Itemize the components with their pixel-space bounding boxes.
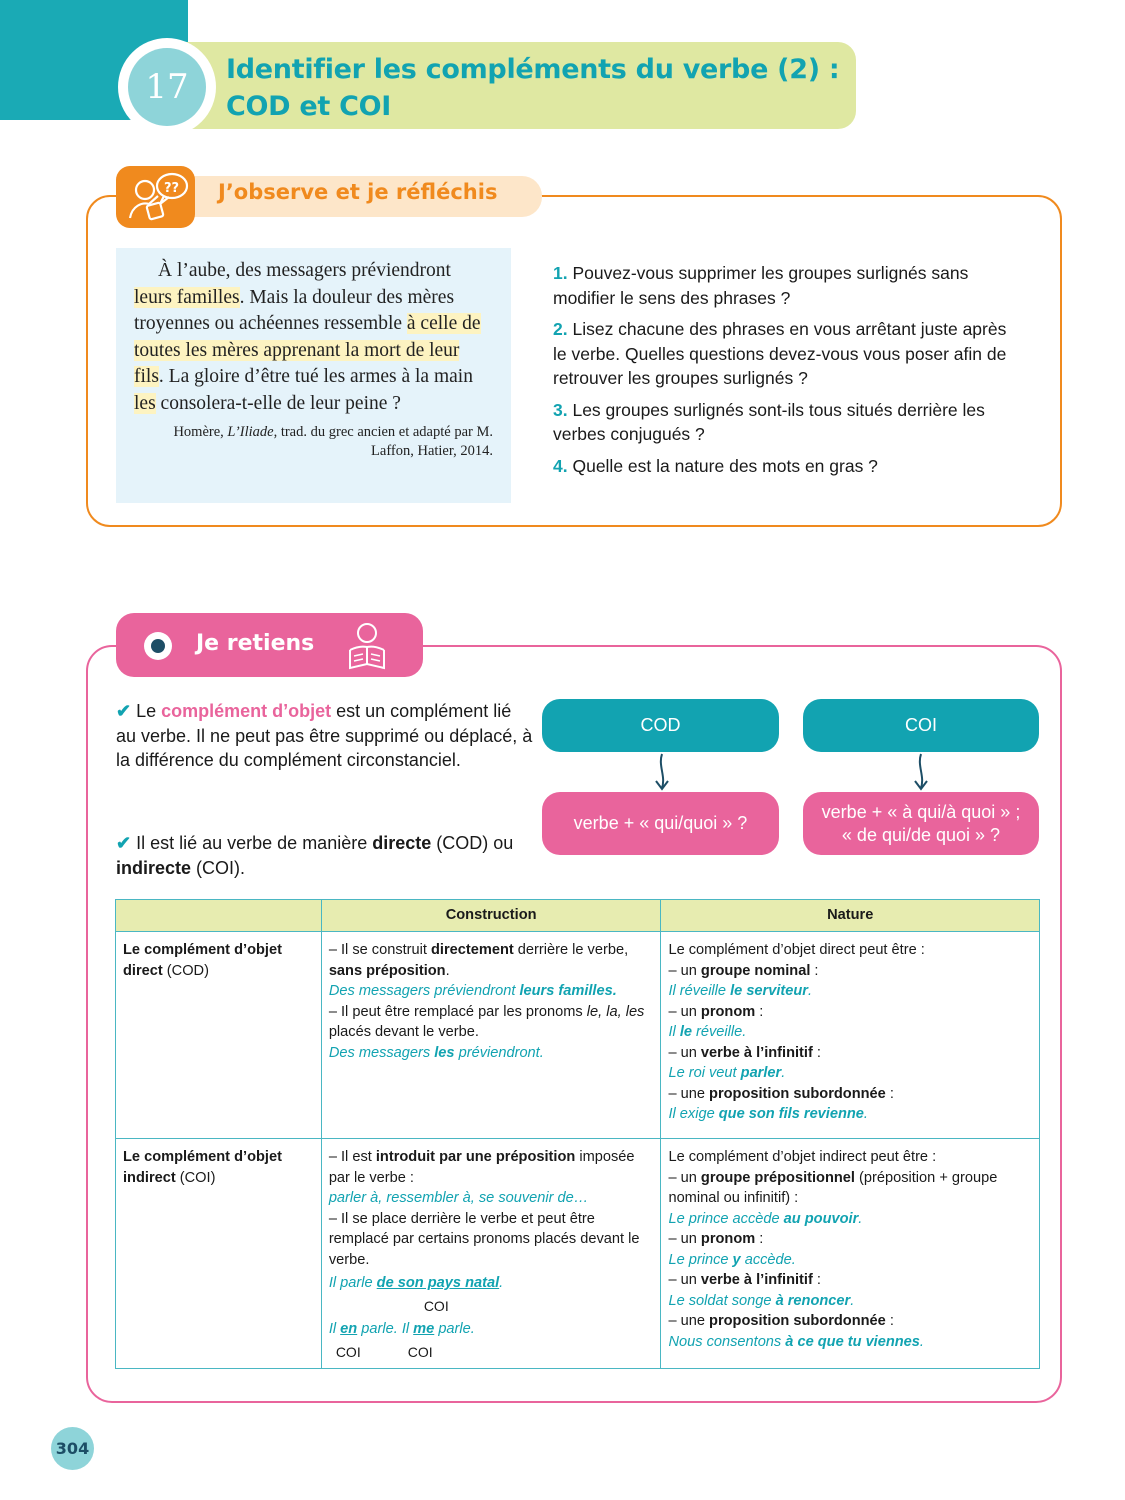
- highlight-group: les: [134, 392, 156, 414]
- page-title-line1: Identifier les compléments du verbe (2) :: [226, 54, 840, 85]
- page-number: 304: [51, 1427, 94, 1470]
- down-arrow-icon: [650, 752, 674, 794]
- retiens-heading: Je retiens: [196, 631, 315, 656]
- coi-question-pill: verbe + « à qui/à quoi » ; « de qui/de quoi » ?: [803, 792, 1039, 855]
- down-arrow-icon: [909, 752, 933, 794]
- question-item: 2. Lisez chacune des phrases en vous arrêtant juste après le verbe. Quelles questions devez-vous vous poser afin de retrouver les groupes surlignés ?: [553, 319, 1007, 388]
- chapter-badge: [118, 38, 216, 136]
- question-item: 4. Quelle est la nature des mots en gras ?: [553, 455, 878, 476]
- table-row-cod: [116, 932, 1040, 1139]
- page-title-line2: COD et COI: [226, 91, 392, 122]
- table-header-row: [116, 900, 1040, 932]
- speech-bubbles-icon: [116, 166, 195, 228]
- coi-annotation: COI: [423, 1297, 449, 1314]
- svg-text:??: ??: [164, 181, 180, 196]
- quote-source: Homère, L’Iliade, trad. du grec ancien et adapté par M. Laffon, Hatier, 2014.: [173, 424, 493, 459]
- cod-question-pill: verbe + « qui/quoi » ?: [542, 792, 779, 855]
- rule-direct-indirect: ✔ Il est lié au verbe de manière directe (COD) ou indirecte (COI).: [116, 833, 514, 878]
- highlight-group: à celle de toutes les mères apprenant la mort de leur fils: [134, 313, 481, 387]
- bullet-dot-icon: [144, 632, 172, 660]
- table-header-construction: Construction: [321, 900, 661, 932]
- cod-label-pill: COD: [542, 699, 779, 752]
- table-row-coi: [116, 1139, 1040, 1369]
- coi-annotation: COI: [407, 1343, 433, 1360]
- cod-nature-cell: Le complément d’objet direct peut être : – un groupe nominal : Il réveille le serviteur. – un pronom : Il le réveille. – un verbe à l’infinitif : Le roi veut parler. – une proposition subordonnée : Il exige que son fils revienne.: [661, 932, 1040, 1139]
- question-item: 3. Les groupes surlignés sont-ils tous situés derrière les verbes conjugués ?: [553, 399, 985, 444]
- page-title: [226, 51, 856, 125]
- rule-complement-objet: ✔ Le complément d’objet est un complément lié au verbe. Il ne peut pas être supprimé ou déplacé, à la différence du complément circonstanciel.: [116, 701, 533, 770]
- chapter-number: 17: [128, 48, 206, 126]
- coi-label-cell: Le complément d’objet indirect (COI): [116, 1139, 322, 1369]
- cod-label-cell: Le complément d’objet direct (COD): [116, 932, 322, 1139]
- question-list: [553, 261, 1023, 485]
- highlight-group: leurs familles: [134, 286, 240, 308]
- table-header-nature: Nature: [661, 900, 1040, 932]
- table-header-empty: [116, 900, 322, 932]
- quote-text: À l’aube, des messagers préviendront leurs familles. Mais la douleur des mères troyennes ou achéennes ressemble à celle de toutes les mères apprenant la mort de leur fils. La gloire d’être tué les armes à la main les consolera-t-elle de leur peine ?: [134, 260, 481, 414]
- coi-nature-cell: Le complément d’objet indirect peut être : – un groupe prépositionnel (préposition + groupe nominal ou infinitif) : Le prince accède au pouvoir. – un pronom : Le prince y accède. – un verbe à l’infinitif : Le soldat songe à renoncer. – une proposition subordonnée : Nous consentons à ce que tu viennes.: [661, 1139, 1040, 1369]
- coi-annotation: COI: [335, 1343, 361, 1360]
- grammar-table: [115, 899, 1040, 1369]
- reader-book-icon: [342, 620, 392, 672]
- coi-construction-cell: – Il est introduit par une préposition imposée par le verbe : parler à, ressembler à, se souvenir de… – Il se place derrière le verbe et peut être remplacé par certains pronoms placés devant le verbe. Il parle de son pays natal. COI Il en parle. Il me parle. COI COI: [321, 1139, 661, 1369]
- question-item: 1. Pouvez-vous supprimer les groupes surlignés sans modifier le sens des phrases ?: [553, 263, 969, 308]
- observe-heading: J’observe et je réfléchis: [218, 180, 498, 204]
- coi-label-pill: COI: [803, 699, 1039, 752]
- cod-construction-cell: – Il se construit directement derrière le verbe, sans préposition. Des messagers préviendront leurs familles. – Il peut être remplacé par les pronoms le, la, les placés devant le verbe. Des messagers les préviendront.: [321, 932, 661, 1139]
- quote-panel: [116, 248, 511, 503]
